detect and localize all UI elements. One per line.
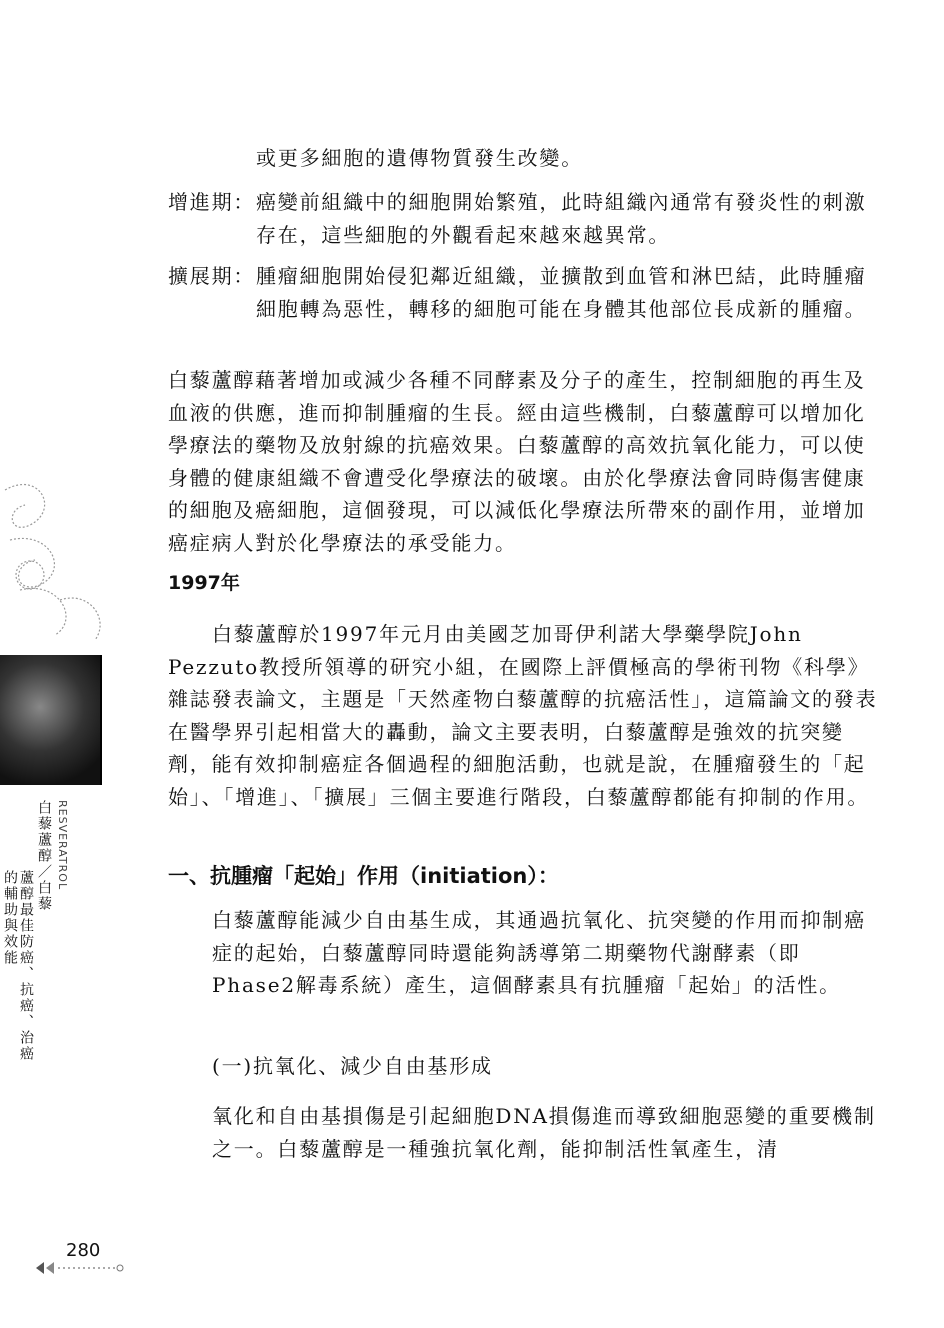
sidebar-title-col1: 白藜蘆醇／白藜 xyxy=(36,800,52,912)
promotion-text: 癌變前組織中的細胞開始繁殖，此時組織內通常有發炎性的刺激存在，這些細胞的外觀看起來越來越異常。 xyxy=(256,190,867,247)
subheading-antioxidation: (一)抗氧化、減少自由基形成 xyxy=(212,1054,493,1078)
last-paragraph: 氧化和自由基損傷是引起細胞DNA損傷進而導致細胞惡變的重要機制之一。白藜蘆醇是一種強抗氧化劑，能抑制活性氧產生，清 xyxy=(212,1104,876,1161)
promotion-label: 增進期： xyxy=(168,190,256,214)
mechanism-paragraph: 白藜蘆醇藉著增加或減少各種不同酵素及分子的產生，控制細胞的再生及血液的供應，進而抑制腫瘤的生長。經由這些機制，白藜蘆醇可以增加化學療法的藥物及放射線的抗癌效果。白藜蘆醇的高效抗氧化能力，可以使身體的健康組織不會遭受化學療法的破壞。由於化學療法會同時傷害健康的細胞及癌細胞，這個發現，可以減低化學療法所帶來的副作用，並增加癌症病人對於化學療法的承受能力。 xyxy=(168,368,866,555)
paragraph-1997: 白藜蘆醇於1997年元月由美國芝加哥伊利諾大學藥學院John Pezzuto教授所領導的研究小組，在國際上評價極高的學術刊物《科學》雜誌發表論文，主題是「天然產物白藜蘆醇的抗癌活性」，這篇論文的發表在醫學界引起相當大的轟動，論文主要表明，白藜蘆醇是強效的抗突變劑，能有效抑制癌症各個過程的細胞活動，也就是說，在腫瘤發生的「起始」、「增進」、「擴展」三個主要進行階段，白藜蘆醇都能有抑制的作用。 xyxy=(168,622,878,809)
sidebar-latin-title: RESVERATROL xyxy=(56,800,69,891)
page-number-ornament xyxy=(34,1258,124,1278)
initiation-paragraph: 白藜蘆醇能減少自由基生成，其通過抗氧化、抗突變的作用而抑制癌症的起始，白藜蘆醇同時還能夠誘導第二期藥物代謝酵素（即Phase2解毒系統）產生，這個酵素具有抗腫瘤「起始」的活性。 xyxy=(212,908,866,997)
sidebar-title-col2: 蘆醇最佳防癌、抗癌、治癌 xyxy=(18,870,34,1062)
progression-text: 腫瘤細胞開始侵犯鄰近組織，並擴散到血管和淋巴結，此時腫瘤細胞轉為惡性，轉移的細胞可能在身體其他部位長成新的腫瘤。 xyxy=(256,264,867,321)
page-number: 280 xyxy=(66,1240,101,1261)
decorative-photo xyxy=(0,655,102,785)
heading-1997: 1997年 xyxy=(168,572,240,594)
progression-label: 擴展期： xyxy=(168,264,256,288)
line-top: 或更多細胞的遺傳物質發生改變。 xyxy=(256,146,583,170)
sidebar-title-col3: 的輔助與效能 xyxy=(2,870,18,966)
heading-initiation: 一、抗腫瘤「起始」作用（initiation）： xyxy=(168,864,559,888)
